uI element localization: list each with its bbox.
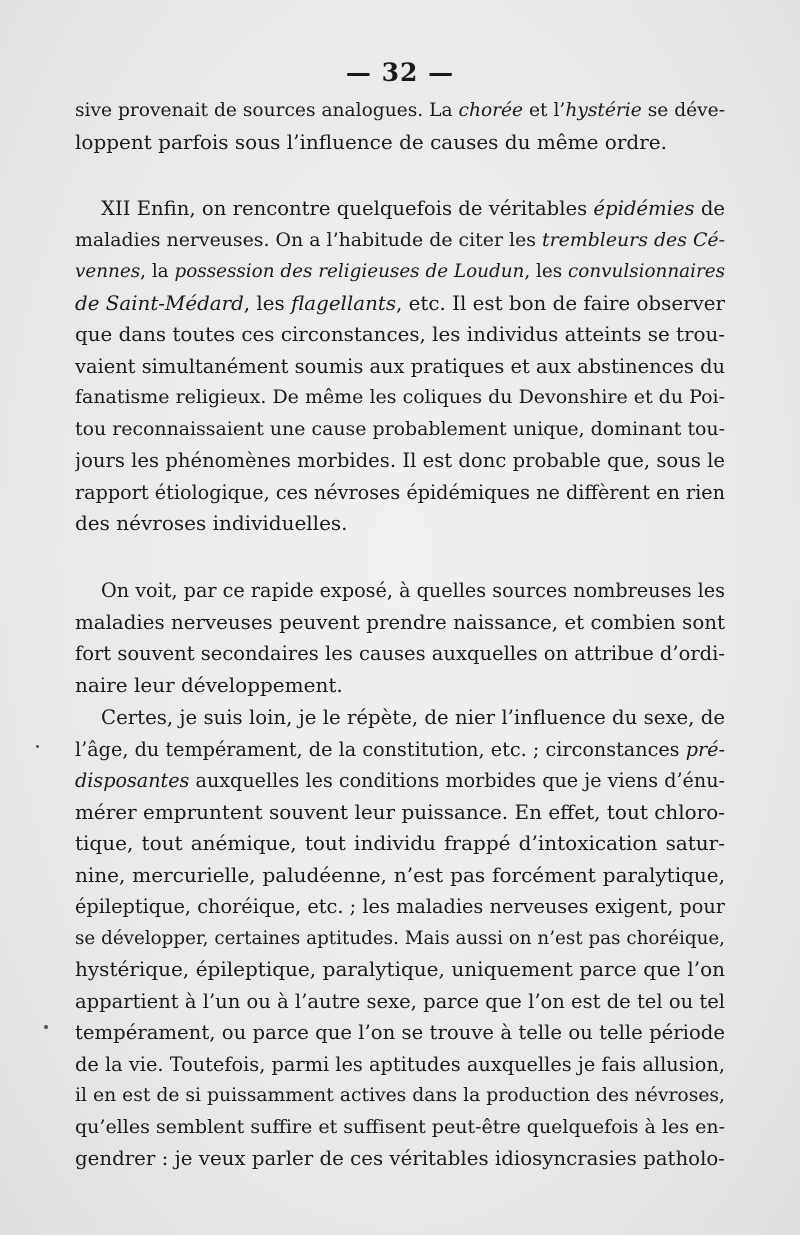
paragraph-3 bbox=[75, 575, 725, 701]
text-line: disposantes auxquelles les conditions morbides que je viens d’énu- bbox=[75, 769, 725, 792]
paragraph-1 bbox=[75, 95, 725, 158]
text-line: rapport étiologique, ces névroses épidémiques ne diffèrent en rien bbox=[75, 480, 725, 504]
text-line: fort souvent secondaires les causes auxquelles on attribue d’ordi- bbox=[75, 642, 725, 665]
text-line: tique, tout anémique, tout individu frappé d’intoxication satur- bbox=[75, 831, 725, 855]
text-line: Certes, je suis loin, je le répète, de nier l’influence du sexe, de bbox=[101, 706, 725, 729]
text-line: de Saint-Médard, les flagellants, etc. Il est bon de faire observer bbox=[75, 291, 725, 315]
text-line: sive provenait de sources analogues. La chorée et l’hystérie se déve- bbox=[75, 100, 725, 121]
text-line: des névroses individuelles. bbox=[75, 511, 348, 535]
text-line: appartient à l’un ou à l’autre sexe, parce que l’on est de tel ou tel bbox=[75, 989, 725, 1013]
scan-speck bbox=[36, 745, 39, 748]
text-line: qu’elles semblent suffire et suffisent peut-être quelquefois à les en- bbox=[75, 1115, 725, 1138]
paragraph-4 bbox=[75, 702, 725, 1175]
text-line: de la vie. Toutefois, parmi les aptitudes auxquelles je fais allusion, bbox=[75, 1052, 725, 1076]
text-line: gendrer : je veux parler de ces véritables idiosyncrasies patholo- bbox=[75, 1147, 725, 1170]
text-line: maladies nerveuses peuvent prendre naissance, et combien sont bbox=[75, 610, 725, 634]
text-line: tempérament, ou parce que l’on se trouve à telle ou telle période bbox=[75, 1021, 725, 1044]
text-line: l’âge, du tempérament, de la constitution, etc. ; circonstances pré- bbox=[75, 737, 725, 761]
text-line: il en est de si puissamment actives dans la production des névroses, bbox=[75, 1085, 725, 1106]
text-line: naire leur développement. bbox=[75, 672, 343, 697]
text-line: fanatisme religieux. De même les coliques du Devonshire et du Poi- bbox=[75, 386, 725, 408]
paragraph-2 bbox=[75, 193, 725, 540]
text-line: XII Enfin, on rencontre quelquefois de véritables épidémies de bbox=[101, 197, 725, 220]
text-line: mérer empruntent souvent leur puissance. En effet, tout chloro- bbox=[75, 799, 725, 824]
scan-speck bbox=[44, 1025, 48, 1029]
text-line: que dans toutes ces circonstances, les individus atteints se trou- bbox=[75, 323, 725, 346]
text-line: tou reconnaissaient une cause probablement unique, dominant tou- bbox=[75, 417, 725, 440]
text-line: jours les phénomènes morbides. Il est donc probable que, sous le bbox=[75, 449, 725, 472]
text-line: épileptique, choréique, etc. ; les maladies nerveuses exigent, pour bbox=[75, 895, 725, 918]
text-line: nine, mercurielle, paludéenne, n’est pas forcément paralytique, bbox=[75, 862, 725, 887]
text-line: vaient simultanément soumis aux pratiques et aux abstinences du bbox=[75, 354, 725, 378]
text-line: vennes, la possession des religieuses de Loudun, les convulsionnaires bbox=[75, 261, 725, 282]
page-number: — 32 — bbox=[345, 58, 455, 87]
text-line: se développer, certaines aptitudes. Mais aussi on n’est pas choréique, bbox=[75, 927, 725, 949]
text-line: maladies nerveuses. On a l’habitude de citer les trembleurs des Cé- bbox=[75, 228, 725, 251]
text-line: hystérique, épileptique, paralytique, uniquement parce que l’on bbox=[75, 957, 725, 981]
text-line: loppent parfois sous l’influence de causes du même ordre. bbox=[75, 129, 667, 154]
text-line: On voit, par ce rapide exposé, à quelles sources nombreuses les bbox=[101, 579, 725, 602]
